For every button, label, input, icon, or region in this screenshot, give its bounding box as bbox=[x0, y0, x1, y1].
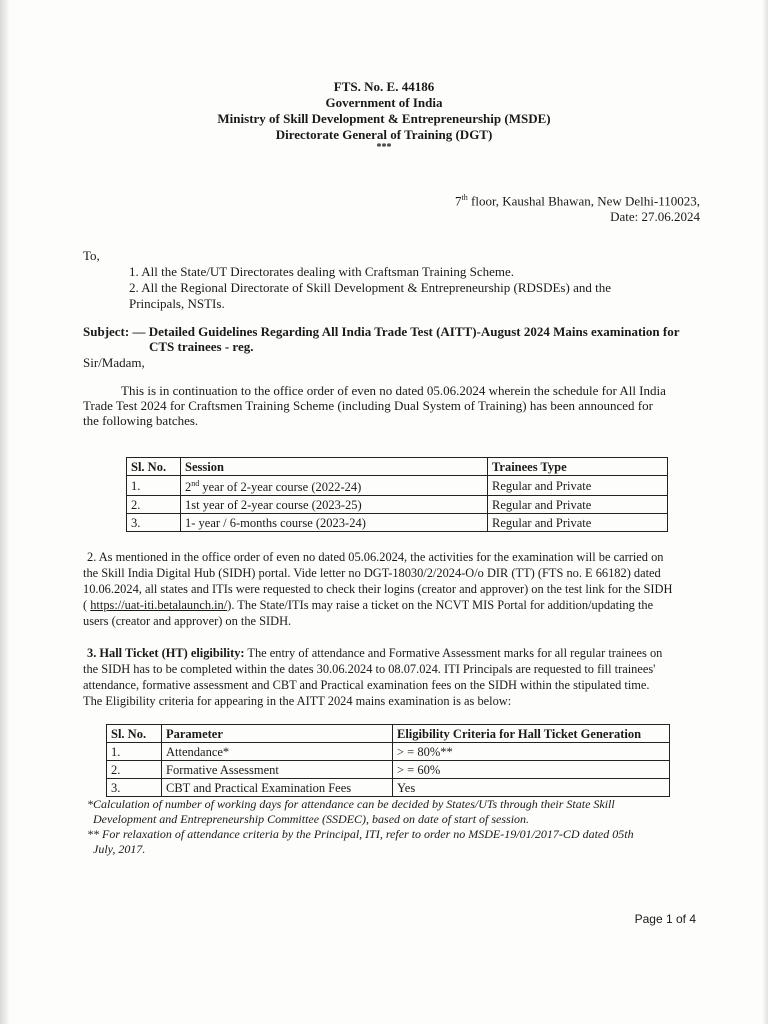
scan-edge-right bbox=[762, 0, 768, 1024]
letterhead bbox=[0, 79, 768, 153]
table-row: 1. Attendance* > = 80%** bbox=[107, 743, 670, 761]
footnote-2: ** For relaxation of attendance criteria by the Principal, ITI, refer to order no MSDE-19/01/2017-CD dated 05th bbox=[87, 827, 634, 841]
col-header: Session bbox=[181, 458, 488, 476]
recipient-2: 2. All the Regional Directorate of Skill Development & Entrepreneurship (RDSDEs) and the bbox=[129, 280, 611, 295]
para2-line5: users (creator and approver) on the SIDH. bbox=[83, 614, 292, 628]
fts-number: FTS. No. E. 44186 bbox=[333, 79, 435, 94]
hall-ticket-heading: 3. Hall Ticket (HT) eligibility: bbox=[87, 646, 245, 660]
para1-line3: the following batches. bbox=[83, 413, 199, 428]
subject-line-cont: CTS trainees - reg. bbox=[149, 339, 254, 354]
recipient-1: 1. All the State/UT Directorates dealing with Craftsman Training Scheme. bbox=[129, 264, 514, 279]
to-label: To, bbox=[83, 248, 100, 263]
table-header-row bbox=[107, 725, 670, 743]
para2-line3: 10.06.2024, all states and ITIs were requested to check their logins (creator and approver) on the test link for the SIDH bbox=[83, 582, 673, 596]
para3-line1: 3. Hall Ticket (HT) eligibility: The entry of attendance and Formative Assessment marks for all regular trainees on bbox=[87, 646, 663, 660]
table-header-row bbox=[127, 458, 668, 476]
directorate-name: Directorate General of Training (DGT) bbox=[275, 127, 493, 142]
batches-table bbox=[126, 457, 668, 532]
para3-line3: attendance, formative assessment and CBT and Practical examination fees on the SIDH within the stipulated time. bbox=[83, 678, 650, 692]
header-stars: *** bbox=[376, 142, 392, 153]
para1-line2: Trade Test 2024 for Craftsmen Training Scheme (including Dual System of Training) has been announced for bbox=[83, 398, 653, 413]
col-header: Sl. No. bbox=[107, 725, 162, 743]
table-row: 3. 1- year / 6-months course (2023-24) Regular and Private bbox=[127, 514, 668, 532]
para2-line4: ( https://uat-iti.betalaunch.in/). The State/ITIs may raise a ticket on the NCVT MIS Portal for addition/updating the bbox=[83, 598, 654, 612]
footnote-1-cont: Development and Entrepreneurship Committee (SSDEC), based on date of start of session. bbox=[93, 812, 530, 826]
subject-line: Subject: — Detailed Guidelines Regarding All India Trade Test (AITT)-August 2024 Mains examination for bbox=[83, 324, 680, 339]
recipient-2-cont: Principals, NSTIs. bbox=[129, 296, 225, 311]
ministry-name: Ministry of Skill Development & Entrepreneurship (MSDE) bbox=[217, 111, 551, 126]
table-row: 3. CBT and Practical Examination Fees Yes bbox=[107, 779, 670, 797]
eligibility-table bbox=[106, 724, 670, 797]
col-header: Trainees Type bbox=[488, 458, 668, 476]
para3-line4: The Eligibility criteria for appearing in the AITT 2024 mains examination is as below: bbox=[83, 694, 512, 708]
table-row: 1. 2nd year of 2-year course (2022-24) Regular and Private bbox=[127, 476, 668, 496]
footnote-2-cont: July, 2017. bbox=[93, 842, 146, 856]
col-header: Sl. No. bbox=[127, 458, 181, 476]
col-header: Parameter bbox=[162, 725, 393, 743]
sidh-test-link[interactable]: https://uat-iti.betalaunch.in/ bbox=[90, 598, 228, 612]
table-row: 2. Formative Assessment > = 60% bbox=[107, 761, 670, 779]
address-block bbox=[455, 190, 700, 225]
footnote-1: *Calculation of number of working days for attendance can be decided by States/UTs through their State Skill bbox=[87, 797, 615, 811]
para1-line1: This is in continuation to the office order of even no dated 05.06.2024 wherein the schedule for All India bbox=[121, 383, 666, 398]
scan-edge-left bbox=[0, 0, 10, 1024]
address-line: 7th floor, Kaushal Bhawan, New Delhi-110023, bbox=[455, 193, 700, 209]
government-name: Government of India bbox=[325, 95, 443, 110]
para3-line2: the SIDH has to be completed within the dates 30.06.2024 to 08.07.024. ITI Principals are requested to fill trainees' bbox=[83, 662, 656, 676]
para2-line2: the Skill India Digital Hub (SIDH) portal. Vide letter no DGT-18030/2/2024-O/o DIR (TT) (FTS no. E 66182) dated bbox=[83, 566, 661, 580]
para2-line1: 2. As mentioned in the office order of even no dated 05.06.2024, the activities for the examination will be carried on bbox=[87, 550, 664, 564]
col-header: Eligibility Criteria for Hall Ticket Generation bbox=[393, 725, 670, 743]
salutation: Sir/Madam, bbox=[83, 355, 145, 370]
letter-date: Date: 27.06.2024 bbox=[610, 209, 700, 225]
page-number: Page 1 of 4 bbox=[634, 912, 696, 926]
table-row: 2. 1st year of 2-year course (2023-25) Regular and Private bbox=[127, 496, 668, 514]
